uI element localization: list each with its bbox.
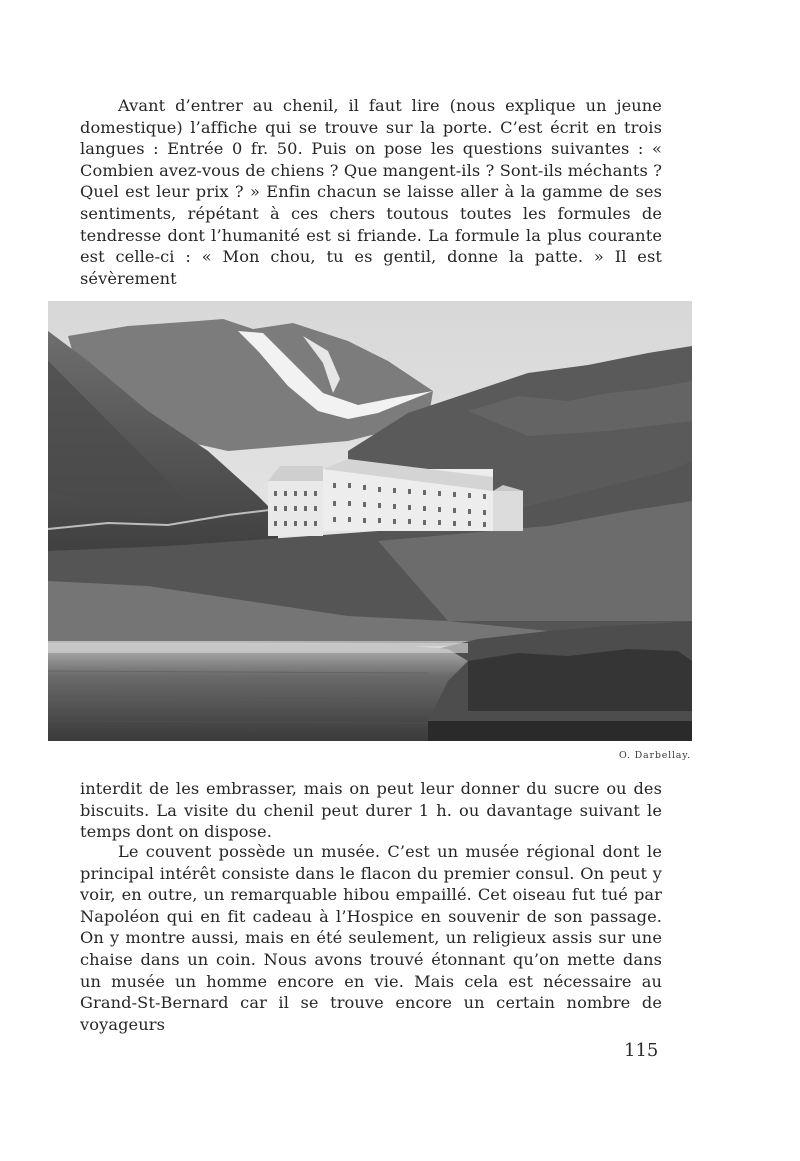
paragraph-chenil-rules <box>80 778 662 843</box>
photo-credit: O. Darbellay. <box>618 750 691 761</box>
paragraph-text: Avant d’entrer au chenil, il faut lire (nous explique un jeune domestique) l’affiche qui se trouve sur la porte. C’est écrit en trois langues : Entrée 0 fr. 50. Puis on pose les questions suivantes : « Combien avez-vous de chiens ? Que mangent-ils ? Sont-ils méchants ? Quel est leur prix ? » Enfin chacun se laisse aller à la gamme de ses sentiments, répétant à ces chers toutous toutes les formules de tendresse dont l’humanité est si friande. La formule la plus courante est celle-ci : « Mon chou, tu es gentil, donne la patte. » Il est sévèrement <box>80 96 662 288</box>
paragraph-musee <box>80 841 662 1035</box>
hospice-photograph <box>48 301 692 741</box>
page-number: 115 <box>624 1040 659 1061</box>
paragraph-chenil-visit <box>80 95 662 289</box>
paragraph-text: interdit de les embrasser, mais on peut leur donner du sucre ou des biscuits. La visite du chenil peut durer 1 h. ou davantage suivant le temps dont on dispose. <box>80 779 662 842</box>
paragraph-text: Le couvent possède un musée. C’est un musée régional dont le principal intérêt consiste dans le flacon du premier consul. On peut y voir, en outre, un remarquable hibou empaillé. Cet oiseau fut tué par Napoléon qui en fit cadeau à l’Hospice en souvenir de son passage. On y montre aussi, mais en été seulement, un religieux assis sur une chaise dans un coin. Nous avons trouvé étonnant qu’on mette dans un musée un homme encore en vie. Mais cela est nécessaire au Grand-St-Bernard car il se trouve encore un certain nombre de voyageurs <box>80 842 662 1034</box>
